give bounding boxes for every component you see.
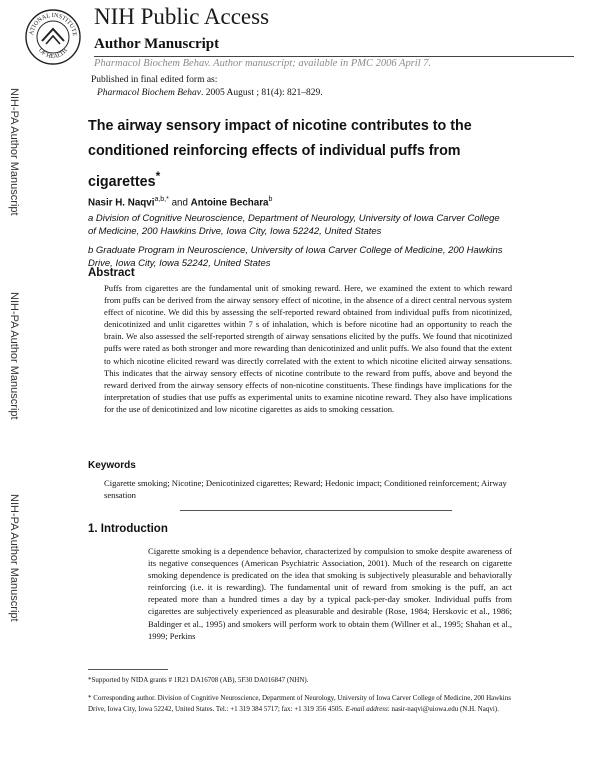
publication-citation — [91, 87, 323, 100]
footnote-divider — [88, 669, 168, 670]
author-list — [88, 196, 272, 208]
footnote-email-label: E-mail address — [345, 704, 388, 713]
header-availability — [94, 58, 431, 69]
seal-text-top: ATIONAL INSTITUTE — [28, 11, 79, 37]
publication-intro: Published in final edited form as: — [91, 75, 218, 85]
author-2: Antoine Bechara — [190, 197, 269, 209]
footnote-email: : nasir-naqvi@uiowa.edu (N.H. Naqvi). — [387, 704, 499, 713]
availability-text: . Author manuscript; available in PMC 2006 April 7. — [208, 58, 432, 69]
author-1-sup: a,b,* — [154, 196, 169, 203]
footnote-corresponding: * Corresponding author. Division of Cognitive Neuroscience, Department of Neurology, University of Iowa Carver College of Medicine, 200 Hawkins Drive, Iowa City, Iowa 52242, United States. Tel.: +1 319 384 5717; fax: +1 319 356 4505. E-mail address: nasir-naqvi@uiowa.edu (N.H. Naqvi). — [88, 694, 511, 713]
publication-info — [91, 74, 323, 100]
seal-text-bottom: OF HEALTH — [37, 47, 69, 61]
footnote-support: *Supported by NIDA grants # 1R21 DA16708 (AB), 5F30 DA016847 (NHN). — [88, 676, 309, 684]
abstract-heading: Abstract — [88, 267, 135, 279]
availability-journal: Pharmacol Biochem Behav — [94, 58, 209, 69]
header-divider — [94, 56, 574, 57]
keywords-heading: Keywords — [88, 460, 136, 471]
author-2-sup: b — [268, 196, 273, 203]
article-title — [88, 114, 508, 195]
article-title-mark: * — [155, 169, 161, 183]
keywords-divider — [180, 510, 452, 511]
publication-journal: Pharmacol Biochem Behav — [97, 88, 201, 98]
author-1: Nasir H. Naqvi — [88, 197, 155, 209]
keywords-text: Cigarette smoking; Nicotine; Denicotinized cigarettes; Reward; Hedonic impact; Conditioned reinforcement; Airway sensation — [104, 478, 507, 501]
introduction-text: Cigarette smoking is a dependence behavior, characterized by compulsion to smoke despite awareness of its negative consequences (American Psychiatric Association, 2001). Much of the research on cigarette smoking dependence is predicated on the idea that smoking is subjectively pleasurable and behaviorally reinforcing (i.e. it is rewarding). The fundamental unit of reward from smoking is the puff, an act repeated more than a hundred times a day by a typical pack-per-day smoker. Individual puffs from cigarettes are subjectively experienced as pleasurable and desirable (Rose, 1984; Herskovic et al., 1986; Baldinger et al., 1995) and smokers will perform work to obtain them (Willner et al., 1995; Shahan et al., 1999; Perkins — [148, 546, 512, 641]
affiliation-b: b Graduate Program in Neuroscience, University of Iowa Carver College of Medicine, 200 Hawkins Drive, Iowa City, Iowa 52242, United States — [88, 245, 503, 269]
header-title: NIH Public Access — [94, 4, 270, 29]
author-and: and — [168, 197, 191, 209]
affiliation-a: a Division of Cognitive Neuroscience, Department of Neurology, University of Iowa Carver College of Medicine, 200 Hawkins Drive, Iowa City, Iowa 52242, United States — [88, 213, 500, 237]
article-title-text: The airway sensory impact of nicotine contributes to the conditioned reinforcing effects of individual puffs from cigarettes — [88, 118, 472, 190]
svg-text:OF HEALTH — [37, 47, 69, 60]
header-subtitle: Author Manuscript — [94, 36, 220, 52]
publication-citation-text: . 2005 August ; 81(4): 821–829. — [200, 88, 323, 98]
introduction-heading: 1. Introduction — [88, 523, 168, 535]
nih-seal-logo — [24, 8, 82, 66]
abstract-text: Puffs from cigarettes are the fundamental unit of smoking reward. Here, we examined the extent to which reward from puffs can be derived from the airway sensory effect of nicotine, in the absence of a direct central nervous system effect of nicotine. We did this by assessing the self-reported reward obtained from individual puffs from nicotinized, denicotinized and unlit cigarettes within 7 s of inhalation, which is before nicotine had an opportunity to reach the brain. We also assessed the self-reported strength of airway sensations elicited by the puffs. We found that nicotinized puffs were rated as both stronger and more rewarding than denicotinized and unlit puffs. We also found that the extent to which nicotine elicited reward was directly correlated with the extent to which nicotine elicited airway sensations. This indicates that the airway sensory effects of nicotine contribute to the reward from puffs, above and beyond the reward derived from the airway sensory effects of non-nicotine constituents. These findings have implications for the interpretation of studies that use puffs as experimental units to examine nicotine reward. They also have implications for the use of denicotinized and low nicotine cigarettes as aids to smoking cessation. — [104, 283, 512, 414]
